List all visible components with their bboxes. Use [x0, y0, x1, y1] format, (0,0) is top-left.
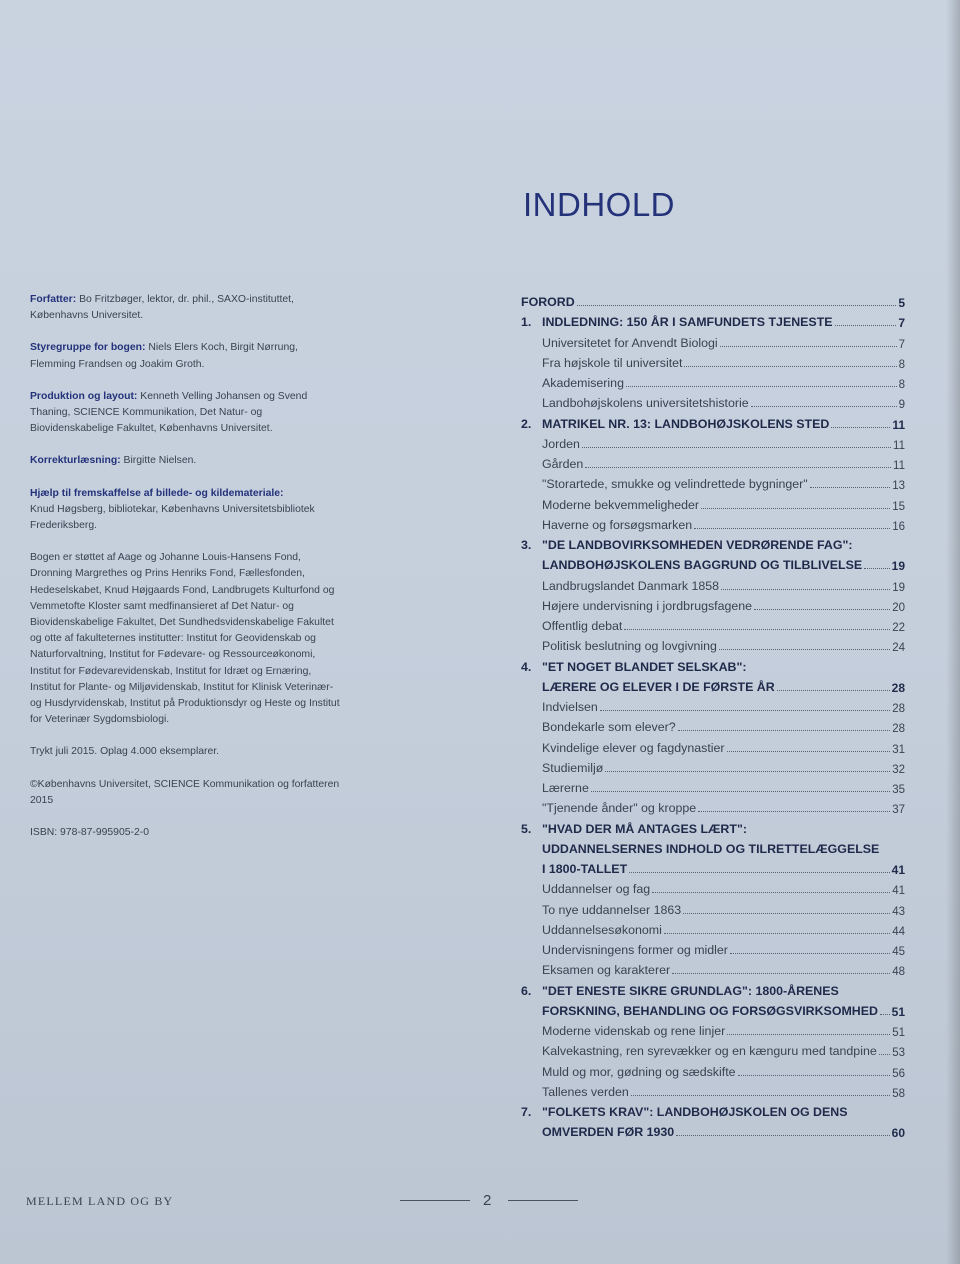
toc-entry-row [542, 756, 905, 776]
toc-entry-row [542, 574, 905, 594]
toc-entry-title: Uddannelsesøkonomi [542, 922, 662, 937]
toc-entry-title: Højere undervisning i jordbrugsfagene [542, 598, 753, 613]
toc-entry-title: Eksamen og karakterer [542, 963, 671, 978]
toc-entry-title: Akademisering [542, 376, 624, 390]
toc-entry-row [542, 958, 905, 978]
toc-entry-title: "DE LANDBOVIRKSOMHEDEN VEDRØRENDE FAG": [542, 538, 853, 552]
toc-entry-title: LÆRERE OG ELEVER I DE FØRSTE ÅR [542, 679, 775, 694]
toc-entry-title: Muld og mor, gødning og sædskifte [542, 1064, 736, 1079]
toc-entry-title: Moderne bekvemmeligheder [542, 497, 700, 512]
toc-entry-title: Indvielsen [542, 700, 598, 714]
credit-help [30, 486, 340, 535]
toc-entry-title: MATRIKEL NR. 13: LANDBOHØJSKOLENS STED [542, 416, 830, 431]
toc-chapter-row [521, 412, 905, 432]
toc-page-number: 41 [891, 863, 905, 877]
toc-leader-dots [879, 1054, 890, 1055]
toc-leader-dots [591, 791, 890, 792]
toc-leader-dots [720, 346, 897, 347]
toc-leader-dots [624, 629, 890, 630]
credit-author-label: Forfatter: [30, 294, 77, 305]
toc-leader-dots [719, 649, 890, 650]
toc-chapter-row [542, 837, 905, 857]
toc-entry-title: Landbrugslandet Danmark 1858 [542, 578, 720, 593]
toc-page-number: 41 [892, 885, 905, 898]
toc-leader-dots [629, 872, 889, 873]
toc-entry-title: UDDANNELSERNES INDHOLD OG TILRETTELÆGGELSE [542, 841, 880, 856]
toc-entry-title: "DET ENESTE SIKRE GRUNDLAG": 1800-ÅRENES [542, 983, 839, 998]
toc-page-number: 13 [892, 480, 905, 493]
credits-block [30, 292, 340, 857]
toc-entry-title: "FOLKETS KRAV": LANDBOHØJSKOLEN OG DENS [542, 1105, 848, 1119]
toc-page-number: 8 [898, 379, 905, 391]
credit-help-label: Hjælp til fremskaffelse af billede- og kildemateriale: [30, 487, 284, 499]
toc-entry-title: OMVERDEN FØR 1930 [542, 1125, 675, 1140]
credit-steering-text: Niels Elers Koch, Birgit Nørrung, Flemming Frandsen og Joakim Groth. [30, 342, 298, 370]
toc-chapter-row [542, 1120, 905, 1140]
credit-proof [30, 453, 340, 469]
toc-entry-row [542, 351, 905, 371]
page-edge-shadow [946, 0, 960, 1264]
toc-entry-row [542, 614, 905, 634]
credit-help-text: Knud Høgsberg, bibliotekar, Københavns Universitetsbibliotek Frederiksberg. [30, 503, 315, 532]
toc-entry-row [542, 1019, 905, 1039]
toc-page-number: 15 [892, 500, 905, 513]
toc-entry-title: Tallenes verden [542, 1084, 629, 1099]
toc-leader-dots [835, 325, 897, 326]
toc-entry-title: Politisk beslutning og lovgivning [542, 639, 717, 654]
toc-page-number: 58 [892, 1087, 905, 1100]
toc-leader-dots [701, 508, 890, 509]
toc-entry-title: Landbohøjskolens universitetshistorie [542, 396, 749, 411]
toc-entry-title: Offentlig debat [542, 619, 623, 633]
toc-chapter-row [521, 979, 905, 999]
toc-chapter-row [542, 857, 905, 877]
toc-page-number: 53 [892, 1047, 905, 1060]
toc-page-number: 24 [892, 642, 905, 655]
toc-chapter-row [542, 553, 905, 573]
toc-entry-row [542, 1080, 905, 1100]
toc-entry-row [542, 695, 905, 715]
toc-entry-title: "ET NOGET BLANDET SELSKAB": [542, 659, 747, 674]
toc-leader-dots [577, 305, 897, 306]
toc-chapter-row [521, 655, 905, 675]
toc-entry-title: Lærerne [542, 781, 589, 795]
toc-entry-title: "HVAD DER MÅ ANTAGES LÆRT": [542, 821, 747, 836]
footer-page-number: 2 [483, 1192, 492, 1209]
toc-page-number: 16 [892, 520, 905, 533]
toc-page-number: 60 [891, 1126, 905, 1141]
toc-entry-title: Universitetet for Anvendt Biologi [542, 335, 718, 350]
toc-entry-title: Fra højskole til universitet [542, 355, 683, 370]
toc-entry-row [542, 594, 905, 614]
toc-page-number: 44 [892, 925, 905, 938]
toc-leader-dots [694, 528, 890, 529]
credit-steering-label: Styregruppe for bogen: [30, 342, 146, 354]
toc-entry-title: Gården [542, 457, 584, 471]
toc-leader-dots [626, 386, 897, 387]
toc-leader-dots [684, 366, 896, 367]
footer-rule-right [508, 1200, 578, 1201]
toc-leader-dots [582, 447, 891, 448]
toc-page-number: 19 [891, 559, 905, 574]
toc-entry-row [542, 1039, 905, 1059]
toc-entry-title: FORORD [521, 295, 575, 309]
toc-chapter-number: 6. [521, 983, 532, 998]
toc-leader-dots [810, 487, 890, 488]
toc-entry-row [542, 776, 905, 796]
toc-leader-dots [727, 751, 891, 752]
toc-entry-row [542, 472, 905, 492]
toc-page-number: 37 [892, 804, 905, 817]
toc-leader-dots [880, 1014, 890, 1015]
toc-leader-dots [672, 973, 890, 974]
toc-leader-dots [585, 467, 891, 468]
toc-page-number: 5 [898, 296, 905, 310]
credit-author-text: Bo Fritzbøger, lektor, dr. phil., SAXO-instituttet, Københavns Universitet. [30, 294, 294, 322]
toc-chapter-number: 4. [521, 659, 532, 674]
toc-page-number: 31 [892, 743, 905, 756]
toc-leader-dots [631, 1095, 890, 1096]
toc-page-number: 51 [892, 1027, 905, 1039]
toc-leader-dots [683, 913, 890, 914]
toc-leader-dots [676, 1135, 889, 1136]
toc-chapter-row [542, 999, 905, 1019]
toc-chapter-row [521, 533, 905, 553]
toc-entry-row [542, 736, 905, 756]
toc-entry-row [542, 331, 905, 351]
toc-page-number: 28 [892, 723, 905, 736]
toc-chapter-number: 7. [521, 1105, 532, 1119]
toc-page-number: 56 [892, 1067, 905, 1080]
toc-entry-row [542, 1060, 905, 1080]
toc-entry-title: To nye uddannelser 1863 [542, 902, 682, 917]
toc-page-number: 8 [898, 358, 905, 371]
toc-page-number: 51 [891, 1004, 905, 1019]
page-title: INDHOLD [523, 186, 676, 223]
toc-page-number: 22 [892, 622, 905, 634]
toc-entry-title: Kvindelige elever og fagdynastier [542, 740, 725, 755]
toc-leader-dots [864, 568, 890, 569]
toc-entry-title: FORSKNING, BEHANDLING OG FORSØGSVIRKSOMHED [542, 1003, 878, 1018]
toc-entry-title: Bondekarle som elever? [542, 720, 676, 735]
toc-page-number: 9 [898, 399, 905, 412]
toc-leader-dots [727, 1034, 890, 1035]
toc-entry-row [542, 796, 905, 816]
credit-copyright: ©Københavns Universitet, SCIENCE Kommunikation og forfatteren 2015 [30, 778, 340, 806]
toc-entry-row [542, 634, 905, 654]
credit-author [30, 292, 340, 324]
toc-entry-title: I 1800-TALLET [542, 862, 628, 876]
toc-page-number: 7 [898, 316, 905, 331]
toc-entry-title: Uddannelser og fag [542, 882, 651, 897]
toc-entry-title: "Storartede, smukke og velindrettede bygninger" [542, 477, 808, 492]
toc-entry-title: Undervisningens former og midler [542, 943, 728, 957]
toc-entry-row [542, 452, 905, 472]
credit-production-label: Produktion og layout: [30, 390, 138, 402]
credit-proof-label: Korrekturlæsning: [30, 455, 121, 467]
toc-leader-dots [738, 1075, 891, 1076]
toc-chapter-row [521, 310, 905, 331]
toc-entry-row [542, 371, 905, 391]
toc-leader-dots [600, 710, 890, 711]
toc-chapter-number: 5. [521, 821, 532, 836]
toc-entry-title: Haverne og forsøgsmarken [542, 517, 693, 532]
toc-chapter-row [521, 290, 905, 310]
toc-page-number: 28 [891, 680, 905, 695]
toc-page-number: 45 [892, 946, 905, 958]
toc-page-number: 7 [898, 338, 905, 351]
toc-chapter-row [542, 675, 905, 695]
toc-entry-row [542, 898, 905, 918]
toc-entry-row [542, 432, 905, 452]
toc-entry-title: INDLEDNING: 150 ÅR I SAMFUNDETS TJENESTE [542, 315, 833, 330]
credit-production-text: Kenneth Velling Johansen og Svend Thaning, SCIENCE Kommunikation, Det Natur- og Biovidenskabelige Fakultet, Københavns Universitet. [30, 390, 308, 435]
toc-page-number: 20 [892, 601, 905, 614]
footer-book-title: MELLEM LAND OG BY [26, 1194, 174, 1208]
toc-entry-title: Moderne videnskab og rene linjer [542, 1024, 726, 1038]
toc-leader-dots [698, 811, 890, 812]
toc-page-number: 28 [892, 703, 905, 715]
toc-entry-title: Jorden [542, 436, 580, 451]
toc-chapter-row [521, 817, 905, 837]
toc-entry-title: Studiemiljø [542, 760, 604, 775]
toc-entry-row [542, 715, 905, 735]
toc-chapter-number: 2. [521, 416, 532, 431]
credit-isbn: ISBN: 978-87-995905-2-0 [30, 827, 149, 839]
toc-entry-row [542, 918, 905, 938]
toc-chapter-number: 3. [521, 538, 532, 552]
toc-leader-dots [652, 892, 890, 893]
toc-entry-row [542, 391, 905, 411]
toc-leader-dots [777, 690, 890, 691]
footer-rule-left [400, 1200, 470, 1201]
toc-chapter-row [521, 1100, 905, 1120]
toc-entry-row [542, 877, 905, 897]
toc-leader-dots [678, 730, 891, 731]
toc-leader-dots [721, 589, 890, 590]
toc-leader-dots [751, 406, 897, 407]
toc-page-number: 11 [893, 439, 905, 452]
toc-page-number: 43 [892, 905, 905, 918]
credit-support: Bogen er støttet af Aage og Johanne Louis-Hansens Fond, Dronning Margrethes og Prins Henriks Fond, Fællesfonden, Hedeselskabet, Knud Højgaards Fond, Landbrugets Kulturfond og Vemmetofte Kloster samt medfinansieret af Det Natur- og Biovidenskabelige Fakultet, Det Sundhedsvidenskabelige Fakultet og otte af fakulteternes institutter: Institut for Geovidenskab og Naturforvaltning, Institut for Fødevare- og Ressourceøkonomi, Institut for Fødevarevidenskab, Institut for Idræt og Ernæring, Institut for Plante- og Miljøvidenskab, Institut for Klinisk Veterinær- og Husdyrvidenskab, Institut på Produktionsdyr og Heste og Institut for Veterinær Sygdomsbiologi. [30, 552, 340, 726]
credit-production [30, 389, 340, 438]
toc-page-number: 48 [892, 966, 905, 979]
credit-print: Trykt juli 2015. Oplag 4.000 eksemplarer. [30, 746, 220, 758]
toc-entry-title: LANDBOHØJSKOLENS BAGGRUND OG TILBLIVELSE [542, 558, 863, 573]
toc-leader-dots [754, 609, 890, 610]
toc-page-number: 11 [892, 417, 905, 432]
toc-entry-row [542, 938, 905, 958]
toc-leader-dots [831, 427, 890, 428]
toc-page-number: 11 [893, 460, 905, 472]
toc-entry-title: Kalvekastning, ren syrevækker og en kænguru med tandpine [542, 1044, 877, 1059]
toc-page-number: 19 [892, 581, 905, 594]
toc-entry-title: "Tjenende ånder" og kroppe [542, 801, 697, 816]
toc-page-number: 32 [892, 763, 905, 776]
toc-entry-row [542, 493, 905, 513]
toc-entry-row [542, 513, 905, 533]
toc-leader-dots [664, 933, 890, 934]
toc-chapter-number: 1. [521, 315, 532, 330]
credit-steering [30, 340, 340, 372]
credit-proof-text: Birgitte Nielsen. [120, 455, 197, 467]
toc-leader-dots [605, 771, 890, 772]
toc-page-number: 35 [892, 784, 905, 796]
toc-leader-dots [730, 953, 890, 954]
